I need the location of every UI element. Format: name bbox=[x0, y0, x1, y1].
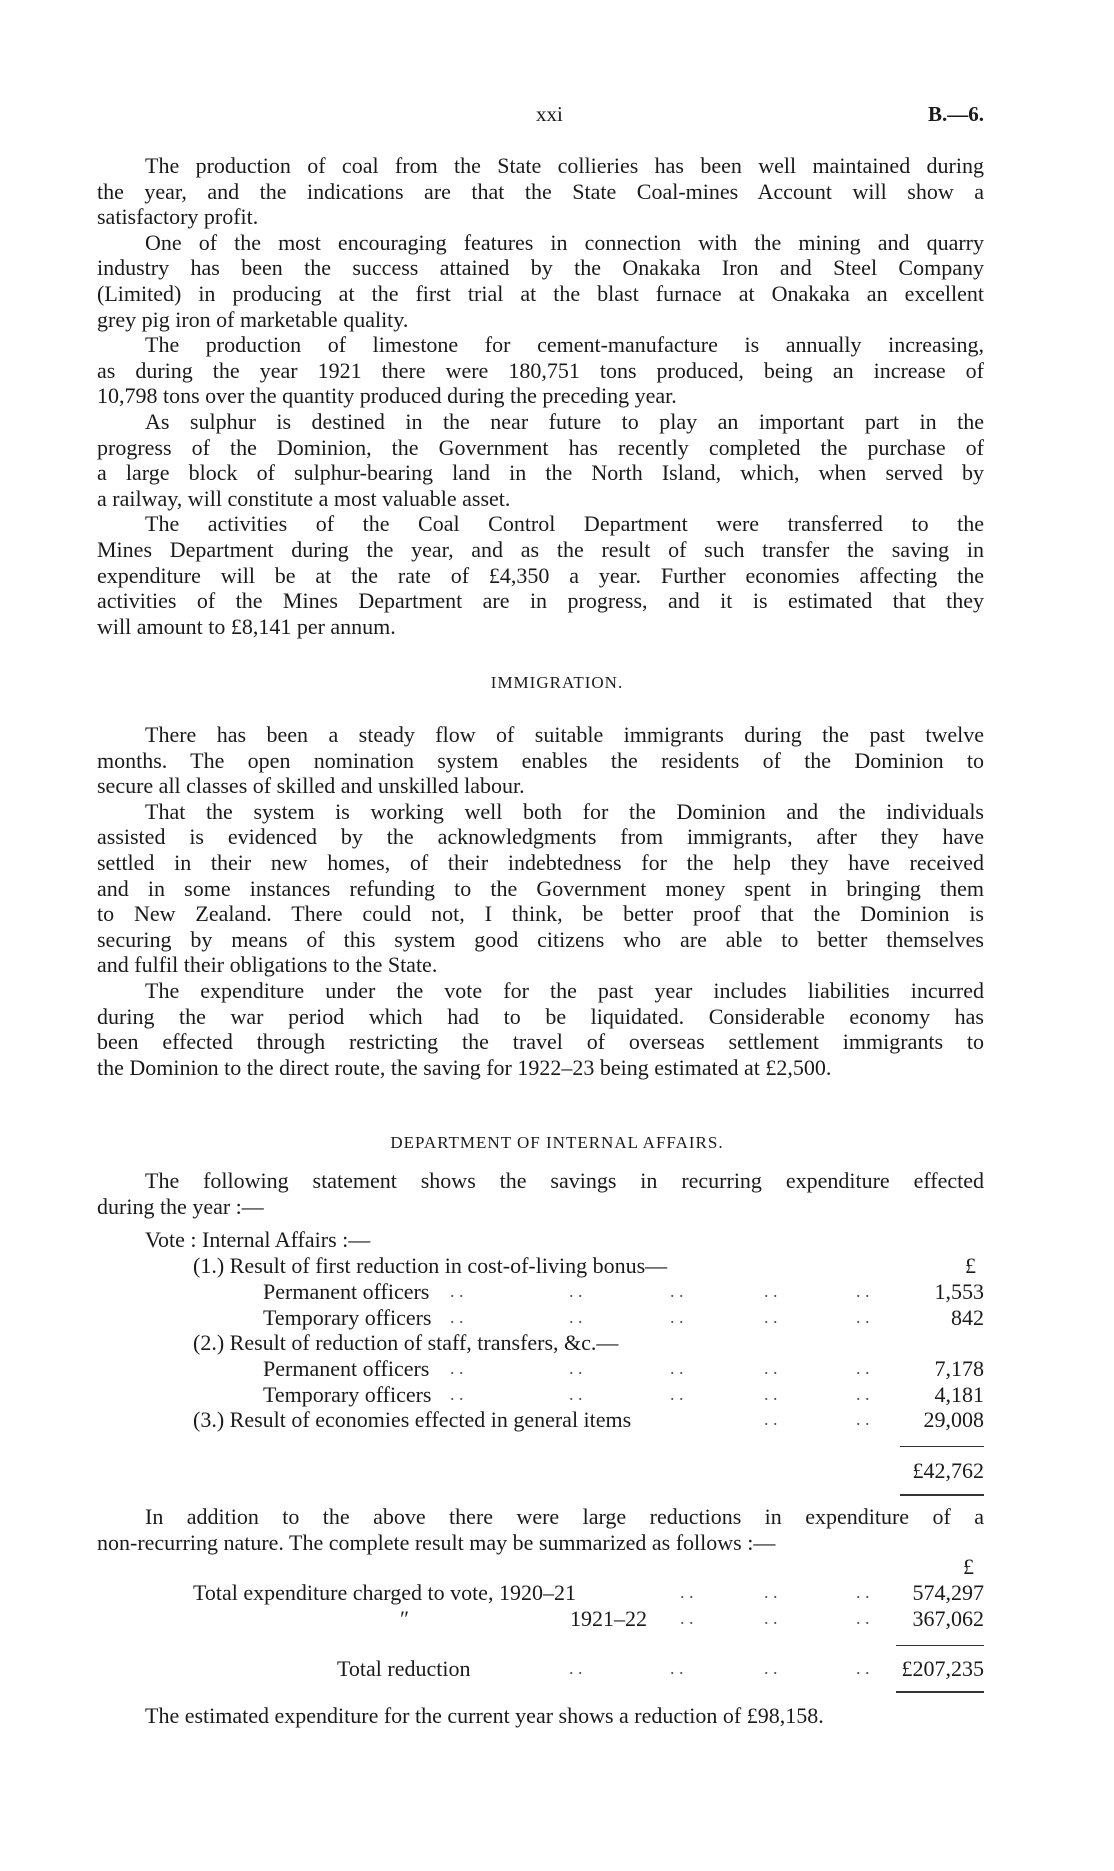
total-amount: £42,762 bbox=[912, 1458, 984, 1483]
paragraph-line: and fulfil their obligations to the State. bbox=[97, 952, 438, 978]
dot-leader: . . bbox=[856, 1281, 870, 1301]
dot-leader: . . bbox=[450, 1384, 464, 1404]
dot-leader: . . bbox=[856, 1307, 870, 1327]
dot-leader: . . bbox=[764, 1384, 778, 1404]
paragraph-line: 10,798 tons over the quantity produced during the preceding year. bbox=[97, 383, 677, 409]
page-number: xxi bbox=[536, 102, 563, 126]
dot-leader: . . bbox=[569, 1281, 583, 1301]
dot-leader: . . bbox=[569, 1384, 583, 1404]
paragraph-line: activities of the Mines Department are in progress, and it is estimated that they bbox=[97, 588, 984, 614]
dot-leader: . . bbox=[856, 1409, 870, 1429]
summary-row-1920 bbox=[0, 1580, 1114, 1606]
paragraph-line: One of the most encouraging features in connection with the mining and quarry bbox=[145, 229, 984, 255]
row-label: Permanent officers bbox=[263, 1356, 430, 1381]
paragraph-line: industry has been the success attained by the Onakaka Iron and Steel Company bbox=[97, 255, 984, 281]
document-reference: B.—6. bbox=[927, 102, 984, 126]
paragraph-line: to New Zealand. There could not, I think, be better proof that the Dominion is bbox=[97, 901, 984, 927]
paragraph-line: There has been a steady flow of suitable immigrants during the past twelve bbox=[145, 722, 984, 747]
paragraph-line: and in some instances refunding to the Government money spent in bringing them bbox=[97, 875, 984, 901]
immigration-heading: IMMIGRATION. bbox=[490, 673, 624, 692]
total-double-rule bbox=[900, 1494, 984, 1496]
summary-label: Total expenditure charged to vote, 1920–21 bbox=[193, 1580, 576, 1605]
dot-leader: . . bbox=[764, 1307, 778, 1327]
paragraph-line: The production of limestone for cement-manufacture is annually increasing, bbox=[145, 332, 984, 358]
dot-leader: . . bbox=[450, 1307, 464, 1327]
dot-leader: . . bbox=[764, 1582, 778, 1602]
paragraph-line: As sulphur is destined in the near future to play an important part in the bbox=[145, 408, 984, 434]
currency-label: £ bbox=[965, 1253, 976, 1278]
closing-line bbox=[0, 1703, 1114, 1729]
dot-leader: . . bbox=[450, 1281, 464, 1301]
paragraph-line: assisted is evidenced by the acknowledgments from immigrants, after they have bbox=[97, 824, 984, 850]
dot-leader: . . bbox=[680, 1582, 694, 1602]
paragraph-line: (Limited) in producing at the first trial at the blast furnace at Onakaka an excellent bbox=[97, 280, 984, 306]
paragraph-line: will amount to £8,141 per annum. bbox=[97, 613, 396, 639]
row-label: Permanent officers bbox=[263, 1279, 430, 1304]
row-amount: 29,008 bbox=[923, 1407, 984, 1432]
total-reduction-double-rule bbox=[896, 1691, 984, 1693]
paragraph-line: The following statement shows the savings in recurring expenditure effected bbox=[145, 1168, 984, 1193]
paragraph-line: expenditure will be at the rate of £4,350 a year. Further economies affecting the bbox=[97, 562, 984, 588]
item2-row bbox=[0, 1330, 1114, 1356]
paragraph-line: The activities of the Coal Control Department were transferred to the bbox=[145, 511, 984, 537]
paragraph-line: Mines Department during the year, and as the result of such transfer the saving in bbox=[97, 536, 984, 562]
dot-leader: . . bbox=[670, 1384, 684, 1404]
dot-leader: . . bbox=[670, 1658, 684, 1678]
dot-leader: . . bbox=[670, 1358, 684, 1378]
item3-row bbox=[0, 1407, 1114, 1433]
mines-section bbox=[97, 153, 984, 639]
dot-leader: . . bbox=[670, 1307, 684, 1327]
dot-leader: . . bbox=[764, 1409, 778, 1429]
item1-row bbox=[0, 1253, 1114, 1279]
dot-leader: . . bbox=[670, 1281, 684, 1301]
dot-leader: . . bbox=[680, 1608, 694, 1628]
dot-leader: . . bbox=[856, 1384, 870, 1404]
item2-permanent-row bbox=[0, 1356, 1114, 1382]
item2-temporary-row bbox=[0, 1382, 1114, 1408]
item1-label: (1.) Result of first reduction in cost-of-living bonus— bbox=[193, 1253, 668, 1278]
dot-leader: . . bbox=[764, 1358, 778, 1378]
paragraph-line: In addition to the above there were large reductions in expenditure of a bbox=[145, 1504, 984, 1529]
summary-row-1921 bbox=[0, 1606, 1114, 1632]
paragraph-line: securing by means of this system good citizens who are able to better themselves bbox=[97, 926, 984, 952]
dot-leader: . . bbox=[856, 1582, 870, 1602]
subtotal-rule bbox=[900, 1446, 984, 1447]
paragraph-line: The expenditure under the vote for the past year includes liabilities incurred bbox=[145, 977, 984, 1003]
paragraph-line: the year, and the indications are that the State Coal-mines Account will show a bbox=[97, 178, 984, 204]
row-amount: 7,178 bbox=[934, 1356, 984, 1381]
row-label: Temporary officers bbox=[263, 1382, 432, 1407]
total-reduction-label: Total reduction bbox=[337, 1656, 471, 1681]
dot-leader: . . bbox=[856, 1608, 870, 1628]
vote-label-row bbox=[0, 1227, 1114, 1253]
total-reduction-row bbox=[0, 1656, 1114, 1682]
paragraph-line: the Dominion to the direct route, the saving for 1922–23 being estimated at £2,500. bbox=[97, 1054, 832, 1080]
immigration-section bbox=[97, 722, 984, 1080]
ditto-mark: ″ bbox=[400, 1606, 410, 1631]
paragraph-line: a railway, will constitute a most valuable asset. bbox=[97, 485, 511, 511]
paragraph-line: months. The open nomination system enables the residents of the Dominion to bbox=[97, 747, 984, 773]
row-label: (2.) Result of reduction of staff, transfers, &c.— bbox=[193, 1330, 619, 1355]
dot-leader: . . bbox=[569, 1307, 583, 1327]
dot-leader: . . bbox=[764, 1281, 778, 1301]
dot-leader: . . bbox=[569, 1658, 583, 1678]
paragraph-line: That the system is working well both for the Dominion and the individuals bbox=[145, 798, 984, 824]
addition-paragraph bbox=[97, 1504, 984, 1555]
item1-temporary-row bbox=[0, 1305, 1114, 1331]
paragraph-line: a large block of sulphur-bearing land in the North Island, which, when served by bbox=[97, 460, 984, 486]
summary-currency-row bbox=[0, 1554, 1114, 1580]
paragraph-line: satisfactory profit. bbox=[97, 204, 259, 230]
paragraph-line: settled in their new homes, of their indebtedness for the help they have received bbox=[97, 849, 984, 875]
summary-amount: 574,297 bbox=[912, 1580, 984, 1605]
row-amount: 1,553 bbox=[934, 1279, 984, 1304]
paragraph-line: non-recurring nature. The complete result may be summarized as follows :— bbox=[97, 1529, 776, 1555]
currency-label: £ bbox=[963, 1554, 974, 1579]
dot-leader: . . bbox=[856, 1658, 870, 1678]
paragraph-line: as during the year 1921 there were 180,751 tons produced, being an increase of bbox=[97, 357, 984, 383]
paragraph-line: grey pig iron of marketable quality. bbox=[97, 306, 409, 332]
closing-text: The estimated expenditure for the current year shows a reduction of £98,158. bbox=[145, 1703, 824, 1728]
paragraph-line: during the year :— bbox=[97, 1193, 264, 1219]
dot-leader: . . bbox=[856, 1358, 870, 1378]
total-row bbox=[0, 1458, 1114, 1484]
dot-leader: . . bbox=[569, 1358, 583, 1378]
summary-amount: 367,062 bbox=[912, 1606, 984, 1631]
summary-label: 1921–22 bbox=[570, 1606, 647, 1631]
row-amount: 842 bbox=[951, 1305, 984, 1330]
row-label: (3.) Result of economies effected in general items bbox=[193, 1407, 632, 1432]
paragraph-line: The production of coal from the State collieries has been well maintained during bbox=[145, 153, 984, 178]
paragraph-line: been effected through restricting the travel of overseas settlement immigrants to bbox=[97, 1029, 984, 1055]
paragraph-line: secure all classes of skilled and unskilled labour. bbox=[97, 773, 525, 799]
internal-affairs-heading: DEPARTMENT OF INTERNAL AFFAIRS. bbox=[390, 1133, 724, 1152]
internal-affairs-intro bbox=[97, 1168, 984, 1219]
paragraph-line: during the war period which had to be liquidated. Considerable economy has bbox=[97, 1003, 984, 1029]
total-reduction-amount: £207,235 bbox=[901, 1656, 984, 1681]
row-label: Temporary officers bbox=[263, 1305, 432, 1330]
item1-permanent-row bbox=[0, 1279, 1114, 1305]
dot-leader: . . bbox=[764, 1608, 778, 1628]
row-amount: 4,181 bbox=[934, 1382, 984, 1407]
dot-leader: . . bbox=[450, 1358, 464, 1378]
summary-rule bbox=[896, 1645, 984, 1646]
paragraph-line: progress of the Dominion, the Government has recently completed the purchase of bbox=[97, 434, 984, 460]
vote-label: Vote : Internal Affairs :— bbox=[145, 1227, 371, 1252]
dot-leader: . . bbox=[764, 1658, 778, 1678]
